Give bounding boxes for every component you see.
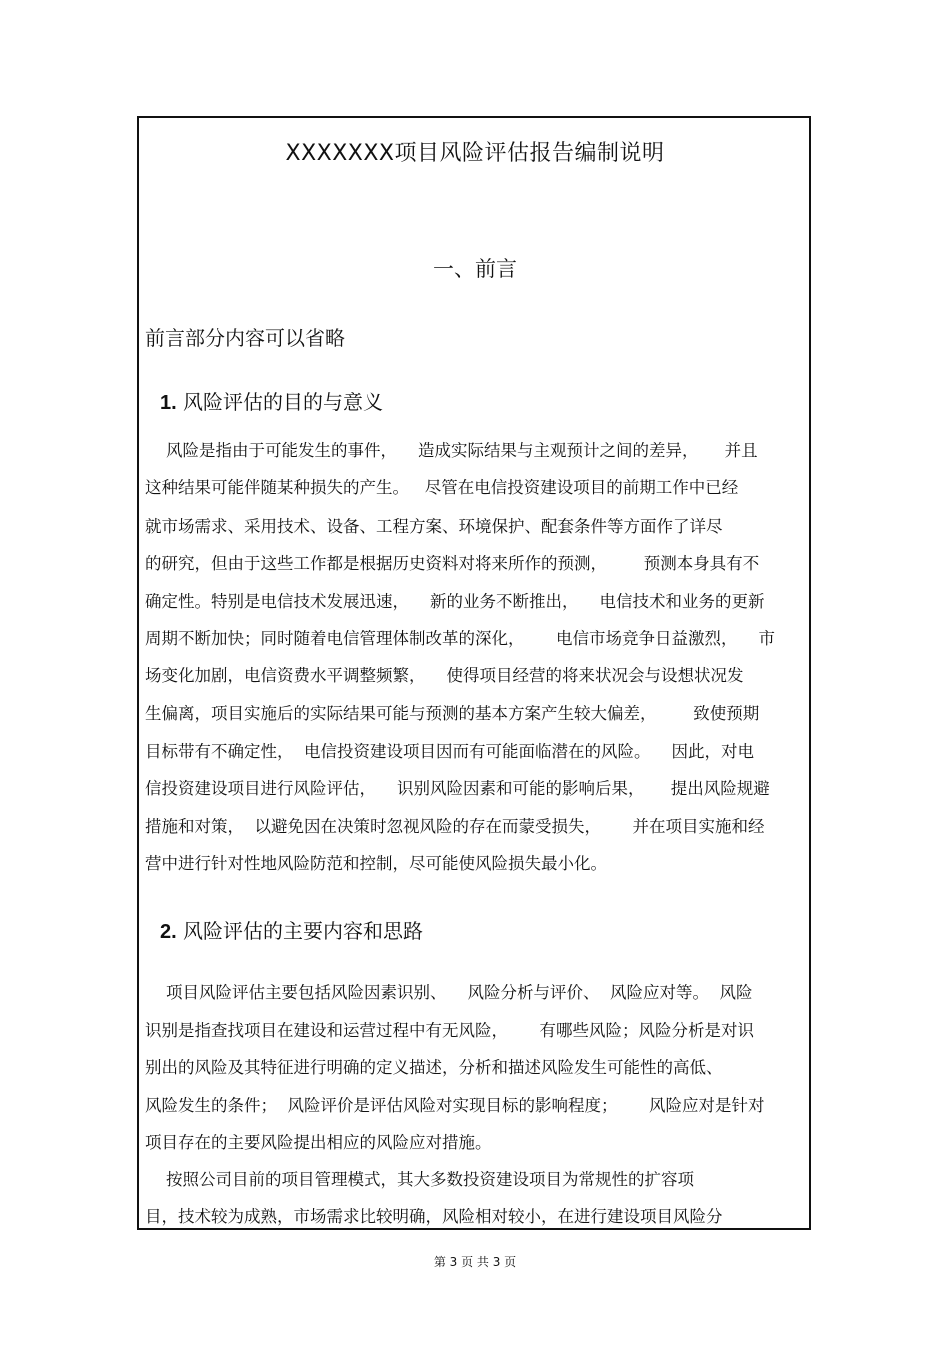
paragraph-line: 别出的风险及其特征进行明确的定义描述，分析和描述风险发生可能性的高低、 — [145, 1058, 723, 1077]
paragraph-line: 风险是指由于可能发生的事件， 造成实际结果与主观预计之间的差异， 并且 — [145, 441, 758, 460]
subheading-content: 2. 风险评估的主要内容和思路 — [160, 919, 424, 943]
subheading-purpose: 1. 风险评估的目的与意义 — [160, 390, 384, 414]
paragraph-line: 生偏离，项目实施后的实际结果可能与预测的基本方案产生较大偏差， 致使预期 — [145, 704, 760, 723]
paragraph-line: 的研究，但由于这些工作都是根据历史资料对将来所作的预测， 预测本身具有不 — [145, 554, 760, 573]
paragraph-line: 措施和对策， 以避免因在决策时忽视风险的存在而蒙受损失， 并在项目实施和经 — [145, 817, 765, 836]
paragraph-line: 就市场需求、采用技术、设备、工程方案、环境保护、配套条件等方面作了详尽 — [145, 517, 723, 536]
page-footer: 第 3 页 共 3 页 — [433, 1255, 517, 1269]
paragraph-line: 确定性。特别是电信技术发展迅速， 新的业务不断推出， 电信技术和业务的更新 — [145, 592, 765, 611]
paragraph-line: 项目存在的主要风险提出相应的风险应对措施。 — [145, 1133, 492, 1152]
paragraph-line: 周期不断加快；同时随着电信管理体制改革的深化， 电信市场竞争日益激烈， 市 — [145, 629, 775, 648]
subheading-text: 风险评估的主要内容和思路 — [183, 919, 424, 943]
paragraph-line: 场变化加剧，电信资费水平调整频繁， 使得项目经营的将来状况会与设想状况发 — [145, 666, 744, 685]
paragraph-line: 这种结果可能伴随某种损失的产生。 尽管在电信投资建设项目的前期工作中已经 — [145, 478, 739, 497]
section-heading-preface: 一、前言 — [433, 257, 517, 281]
paragraph-line: 按照公司目前的项目管理模式，其大多数投资建设项目为常规性的扩容项 — [145, 1170, 694, 1189]
subheading-number: 1 — [160, 392, 172, 414]
paragraph-line: 信投资建设项目进行风险评估， 识别风险因素和可能的影响后果， 提出风险规避 — [145, 779, 770, 798]
paragraph-line: 风险发生的条件； 风险评价是评估风险对实现目标的影响程度； 风险应对是针对 — [145, 1096, 765, 1115]
subheading-text: 风险评估的目的与意义 — [183, 390, 384, 414]
preface-note: 前言部分内容可以省略 — [145, 326, 345, 350]
paragraph-line: 识别是指查找项目在建设和运营过程中有无风险， 有哪些风险；风险分析是对识 — [145, 1021, 754, 1040]
paragraph-line: 目标带有不确定性， 电信投资建设项目因而有可能面临潜在的风险。 因此，对电 — [145, 742, 754, 761]
paragraph-line: 营中进行针对性地风险防范和控制，尽可能使风险损失最小化。 — [145, 854, 607, 873]
document-title: XXXXXXX项目风险评估报告编制说明 — [285, 141, 665, 166]
paragraph-line: 项目风险评估主要包括风险因素识别、 风险分析与评价、 风险应对等。 风险 — [145, 983, 753, 1002]
paragraph-line: 目，技术较为成熟，市场需求比较明确，风险相对较小，在进行建设项目风险分 — [145, 1207, 723, 1226]
subheading-number: 2 — [160, 921, 172, 943]
